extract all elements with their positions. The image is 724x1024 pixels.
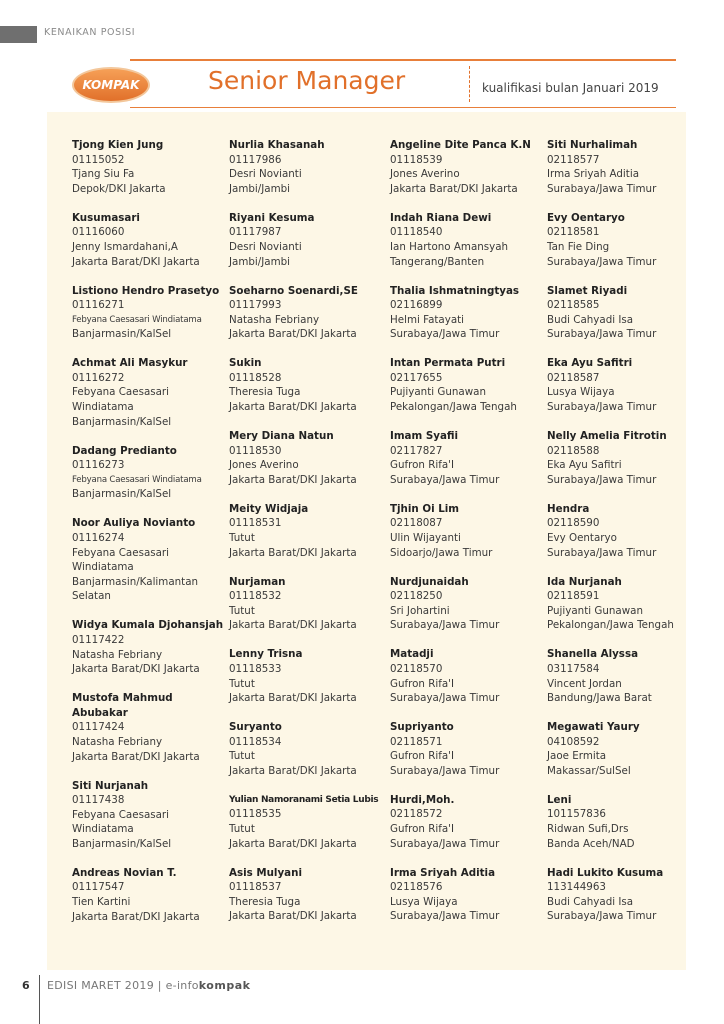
member-id: 01118532 bbox=[229, 590, 282, 603]
member-name: Hadi Lukito Kusuma bbox=[547, 866, 664, 879]
member-name: Nurdjunaidah bbox=[390, 575, 469, 588]
member-sponsor: Natasha Febriany bbox=[72, 735, 163, 748]
member-entry bbox=[229, 502, 387, 560]
member-location: Jakarta Barat/DKI Jakarta bbox=[229, 692, 357, 705]
member-entry bbox=[72, 138, 224, 196]
member-entry bbox=[72, 211, 224, 269]
member-location: Jakarta Barat/DKI Jakarta bbox=[229, 619, 357, 632]
member-location: Pekalongan/Jawa Tengah bbox=[547, 619, 674, 632]
member-name: Evy Oentaryo bbox=[547, 211, 625, 224]
member-id: 02118587 bbox=[547, 371, 600, 384]
edition-label: EDISI MARET 2019 | bbox=[47, 979, 162, 992]
member-sponsor: Lusya Wijaya bbox=[390, 895, 458, 908]
member-entry bbox=[547, 720, 707, 778]
member-sponsor: Theresia Tuga bbox=[229, 895, 301, 908]
member-sponsor: Sri Johartini bbox=[390, 604, 450, 617]
member-sponsor: Theresia Tuga bbox=[229, 386, 301, 399]
page-title: Senior Manager bbox=[208, 66, 406, 95]
member-entry bbox=[229, 211, 387, 269]
member-name: Yulian Namoranami Setia Lubis bbox=[229, 794, 379, 805]
member-location: Banjarmasin/KalSel bbox=[72, 837, 172, 850]
member-entry bbox=[72, 779, 224, 852]
member-location: Jakarta Barat/DKI Jakarta bbox=[229, 910, 357, 923]
member-sponsor: Budi Cahyadi Isa bbox=[547, 895, 634, 908]
member-name: Thalia Ishmatningtyas bbox=[390, 284, 520, 297]
member-sponsor: Gufron Rifa'I bbox=[390, 677, 455, 690]
qualification-subtitle: kualifikasi bulan Januari 2019 bbox=[482, 81, 659, 95]
member-id: 01116274 bbox=[72, 532, 125, 545]
member-location: Jakarta Barat/DKI Jakarta bbox=[390, 182, 518, 195]
member-sponsor: Tjang Siu Fa bbox=[72, 168, 135, 181]
member-sponsor: Natasha Febriany bbox=[72, 648, 163, 661]
member-name: Meity Widjaja bbox=[229, 502, 309, 515]
member-id: 01118528 bbox=[229, 371, 282, 384]
member-id: 02116899 bbox=[390, 299, 443, 312]
member-location: Sidoarjo/Jawa Timur bbox=[390, 546, 493, 559]
member-name: Hendra bbox=[547, 502, 590, 515]
member-name: Noor Auliya Novianto bbox=[72, 517, 196, 530]
member-id: 02118588 bbox=[547, 444, 600, 457]
member-location: Surabaya/Jawa Timur bbox=[390, 692, 500, 705]
member-location: Jakarta Barat/DKI Jakarta bbox=[229, 764, 357, 777]
section-marker bbox=[0, 26, 37, 43]
member-location: Jakarta Barat/DKI Jakarta bbox=[229, 473, 357, 486]
member-name: Mustofa Mahmud Abubakar bbox=[72, 692, 173, 719]
member-entry bbox=[390, 211, 542, 269]
member-id: 01116271 bbox=[72, 299, 125, 312]
member-location: Jakarta Barat/DKI Jakarta bbox=[229, 837, 357, 850]
member-sponsor: Tutut bbox=[229, 532, 255, 545]
section-label: KENAIKAN POSISI bbox=[44, 27, 136, 38]
member-entry bbox=[72, 284, 224, 342]
member-entry bbox=[229, 284, 387, 342]
member-entry bbox=[547, 429, 707, 487]
member-entry bbox=[229, 575, 387, 633]
member-entry bbox=[390, 647, 542, 705]
member-entry bbox=[390, 284, 542, 342]
member-entry bbox=[547, 356, 707, 414]
member-sponsor: Febyana Caesasari Windiatama bbox=[72, 474, 202, 485]
member-location: Jakarta Barat/DKI Jakarta bbox=[72, 910, 200, 923]
member-name: Lenny Trisna bbox=[229, 648, 303, 661]
member-id: 04108592 bbox=[547, 735, 600, 748]
member-id: 101157836 bbox=[547, 808, 606, 821]
member-sponsor: Febyana Caesasari bbox=[72, 546, 170, 559]
member-id: 01118537 bbox=[229, 881, 282, 894]
member-entry bbox=[229, 138, 387, 196]
member-location: Depok/DKI Jakarta bbox=[72, 182, 166, 195]
member-id: 02118590 bbox=[547, 517, 600, 530]
member-sponsor: Jones Averino bbox=[390, 168, 460, 181]
member-sponsor: Febyana Caesasari bbox=[72, 386, 170, 399]
member-entry bbox=[390, 866, 542, 924]
member-name: Tjhin Oi Lim bbox=[390, 502, 460, 515]
brand-name: kompak bbox=[198, 979, 251, 992]
member-id: 01118540 bbox=[390, 226, 443, 239]
member-entry bbox=[547, 647, 707, 705]
member-entry bbox=[72, 356, 224, 429]
member-sponsor: Tutut bbox=[229, 823, 255, 836]
column-2 bbox=[229, 138, 387, 938]
member-id: 01117438 bbox=[72, 794, 125, 807]
member-sponsor: Gufron Rifa'I bbox=[390, 750, 455, 763]
member-location: Banda Aceh/NAD bbox=[547, 837, 635, 850]
member-id: 01118531 bbox=[229, 517, 282, 530]
member-name: Hurdi,Moh. bbox=[390, 793, 455, 806]
member-name: Mery Diana Natun bbox=[229, 430, 334, 443]
member-entry bbox=[390, 720, 542, 778]
member-name: Soeharno Soenardi,SE bbox=[229, 284, 358, 297]
member-entry bbox=[547, 793, 707, 851]
member-sponsor: Desri Novianti bbox=[229, 168, 302, 181]
member-name: Listiono Hendro Prasetyo bbox=[72, 284, 220, 297]
member-id: 113144963 bbox=[547, 881, 606, 894]
member-name: Leni bbox=[547, 793, 572, 806]
brand-prefix: e-info bbox=[165, 979, 199, 992]
member-location: Jakarta Barat/DKI Jakarta bbox=[229, 328, 357, 341]
member-location: Surabaya/Jawa Timur bbox=[390, 910, 500, 923]
member-sponsor: Ulin Wijayanti bbox=[390, 532, 461, 545]
member-location: Surabaya/Jawa Timur bbox=[547, 546, 657, 559]
member-sponsor: Desri Novianti bbox=[229, 240, 302, 253]
column-1 bbox=[72, 138, 224, 939]
member-location: Surabaya/Jawa Timur bbox=[390, 328, 500, 341]
member-sponsor: Irma Sriyah Aditia bbox=[547, 168, 640, 181]
member-id: 02118591 bbox=[547, 590, 600, 603]
member-sponsor: Febyana Caesasari bbox=[72, 808, 170, 821]
member-name: Andreas Novian T. bbox=[72, 866, 177, 879]
member-location: Surabaya/Jawa Timur bbox=[547, 328, 657, 341]
member-id: 02118576 bbox=[390, 881, 443, 894]
member-id: 01118535 bbox=[229, 808, 282, 821]
member-id: 01118534 bbox=[229, 735, 282, 748]
member-id: 03117584 bbox=[547, 662, 600, 675]
member-name: Siti Nurhalimah bbox=[547, 139, 638, 151]
member-location: Surabaya/Jawa Timur bbox=[390, 619, 500, 632]
member-id: 02118581 bbox=[547, 226, 600, 239]
member-entry bbox=[547, 866, 707, 924]
member-sponsor: Budi Cahyadi Isa bbox=[547, 313, 634, 326]
member-sponsor: Pujiyanti Gunawan bbox=[547, 604, 643, 617]
header-top-rule bbox=[130, 59, 676, 61]
member-location: Jakarta Barat/DKI Jakarta bbox=[229, 401, 357, 414]
member-id: 01117993 bbox=[229, 299, 282, 312]
member-location: Selatan bbox=[72, 590, 111, 603]
member-id: 01118533 bbox=[229, 662, 282, 675]
member-location: Jakarta Barat/DKI Jakarta bbox=[72, 750, 200, 763]
member-id: 02118250 bbox=[390, 590, 443, 603]
member-name: Irma Sriyah Aditia bbox=[390, 866, 496, 879]
member-entry bbox=[547, 138, 707, 196]
member-location: Banjarmasin/KalSel bbox=[72, 415, 172, 428]
member-id: 01117987 bbox=[229, 226, 282, 239]
member-id: 02117655 bbox=[390, 371, 443, 384]
footer-edition bbox=[47, 979, 250, 992]
member-location: Banjarmasin/KalSel bbox=[72, 488, 172, 501]
member-id: 01118539 bbox=[390, 153, 443, 166]
member-id: 02118087 bbox=[390, 517, 443, 530]
member-entry bbox=[390, 575, 542, 633]
member-sponsor: Ian Hartono Amansyah bbox=[390, 240, 509, 253]
member-entry bbox=[547, 575, 707, 633]
column-4 bbox=[547, 138, 707, 938]
header-divider bbox=[469, 66, 470, 102]
member-location: Surabaya/Jawa Timur bbox=[547, 473, 657, 486]
member-entry bbox=[229, 356, 387, 414]
member-name: Eka Ayu Safitri bbox=[547, 357, 633, 370]
header-bottom-rule bbox=[130, 107, 676, 108]
member-name: Matadji bbox=[390, 648, 434, 661]
member-id: 01117547 bbox=[72, 881, 125, 894]
member-sponsor: Tutut bbox=[229, 604, 255, 617]
member-name: Widya Kumala Djohansjah bbox=[72, 619, 224, 632]
member-location: Surabaya/Jawa Timur bbox=[390, 764, 500, 777]
member-sponsor: Windiatama bbox=[72, 561, 134, 574]
member-sponsor: Jaoe Ermita bbox=[547, 750, 607, 763]
column-3 bbox=[390, 138, 542, 938]
member-location: Jakarta Barat/DKI Jakarta bbox=[72, 663, 200, 676]
member-id: 01117422 bbox=[72, 633, 125, 646]
kompak-logo bbox=[72, 67, 150, 103]
member-location: Surabaya/Jawa Timur bbox=[547, 255, 657, 268]
member-sponsor: Evy Oentaryo bbox=[547, 532, 617, 545]
member-id: 01116273 bbox=[72, 459, 125, 472]
member-sponsor: Tutut bbox=[229, 750, 255, 763]
member-sponsor: Eka Ayu Safitri bbox=[547, 459, 622, 472]
member-sponsor: Jones Averino bbox=[229, 459, 299, 472]
member-entry bbox=[547, 502, 707, 560]
member-name: Shanella Alyssa bbox=[547, 648, 639, 661]
member-entry bbox=[72, 516, 224, 604]
member-id: 01116272 bbox=[72, 371, 125, 384]
member-entry bbox=[229, 866, 387, 924]
member-location: Bandung/Jawa Barat bbox=[547, 692, 652, 705]
logo-text: KOMPAK bbox=[82, 78, 140, 92]
member-entry bbox=[547, 211, 707, 269]
member-id: 02118572 bbox=[390, 808, 443, 821]
member-location: Jambi/Jambi bbox=[229, 182, 291, 195]
member-entry bbox=[229, 429, 387, 487]
member-location: Surabaya/Jawa Timur bbox=[547, 910, 657, 923]
member-name: Suryanto bbox=[229, 721, 282, 734]
member-name: Imam Syafii bbox=[390, 430, 459, 443]
member-entry bbox=[390, 138, 542, 196]
member-sponsor: Windiatama bbox=[72, 823, 134, 836]
member-location: Tangerang/Banten bbox=[390, 255, 485, 268]
member-location: Jakarta Barat/DKI Jakarta bbox=[72, 255, 200, 268]
member-sponsor: Ridwan Sufi,Drs bbox=[547, 823, 629, 836]
member-name: Angeline Dite Panca K.N bbox=[390, 139, 531, 151]
footer-rule bbox=[39, 975, 40, 1024]
member-entry bbox=[229, 647, 387, 705]
member-sponsor: Jenny Ismardahani,A bbox=[72, 240, 178, 253]
member-sponsor: Pujiyanti Gunawan bbox=[390, 386, 486, 399]
member-sponsor: Vincent Jordan bbox=[547, 677, 622, 690]
member-name: Achmat Ali Masykur bbox=[72, 357, 188, 370]
member-entry bbox=[72, 866, 224, 924]
member-entry bbox=[229, 793, 387, 851]
member-id: 01116060 bbox=[72, 226, 125, 239]
member-sponsor: Windiatama bbox=[72, 401, 134, 414]
member-sponsor: Natasha Febriany bbox=[229, 313, 320, 326]
member-name: Kusumasari bbox=[72, 211, 140, 224]
member-entry bbox=[72, 618, 224, 676]
member-name: Nelly Amelia Fitrotin bbox=[547, 430, 667, 443]
member-location: Pekalongan/Jawa Tengah bbox=[390, 401, 517, 414]
member-location: Makassar/SulSel bbox=[547, 764, 631, 777]
member-location: Surabaya/Jawa Timur bbox=[547, 401, 657, 414]
member-id: 02118585 bbox=[547, 299, 600, 312]
member-name: Ida Nurjanah bbox=[547, 575, 622, 588]
member-entry bbox=[72, 691, 224, 764]
member-name: Supriyanto bbox=[390, 721, 454, 734]
member-name: Dadang Predianto bbox=[72, 444, 177, 457]
member-id: 01117424 bbox=[72, 721, 125, 734]
member-sponsor: Gufron Rifa'I bbox=[390, 823, 455, 836]
member-sponsor: Tien Kartini bbox=[72, 896, 131, 909]
member-location: Banjarmasin/KalSel bbox=[72, 328, 172, 341]
member-name: Siti Nurjanah bbox=[72, 779, 149, 792]
member-id: 02118577 bbox=[547, 153, 600, 166]
member-entry bbox=[547, 284, 707, 342]
member-name: Slamet Riyadi bbox=[547, 284, 628, 297]
page-number: 6 bbox=[22, 979, 30, 992]
member-name: Tjong Kien Jung bbox=[72, 139, 164, 151]
member-id: 02118571 bbox=[390, 735, 443, 748]
member-location: Surabaya/Jawa Timur bbox=[547, 182, 657, 195]
member-id: 02117827 bbox=[390, 444, 443, 457]
member-name: Megawati Yaury bbox=[547, 721, 640, 734]
member-name: Intan Permata Putri bbox=[390, 357, 506, 370]
member-sponsor: Lusya Wijaya bbox=[547, 386, 615, 399]
member-sponsor: Tan Fie Ding bbox=[547, 240, 610, 253]
member-name: Riyani Kesuma bbox=[229, 211, 315, 224]
member-id: 01117986 bbox=[229, 153, 282, 166]
member-name: Nurlia Khasanah bbox=[229, 139, 325, 151]
member-entry bbox=[72, 444, 224, 502]
member-location: Surabaya/Jawa Timur bbox=[390, 473, 500, 486]
member-name: Nurjaman bbox=[229, 575, 286, 588]
member-location: Jambi/Jambi bbox=[229, 255, 291, 268]
member-entry bbox=[390, 429, 542, 487]
member-name: Asis Mulyani bbox=[229, 866, 302, 879]
member-id: 01118530 bbox=[229, 444, 282, 457]
member-location: Surabaya/Jawa Timur bbox=[390, 837, 500, 850]
member-sponsor: Tutut bbox=[229, 677, 255, 690]
member-sponsor: Gufron Rifa'I bbox=[390, 459, 455, 472]
member-sponsor: Febyana Caesasari Windiatama bbox=[72, 314, 202, 325]
member-entry bbox=[229, 720, 387, 778]
member-sponsor: Helmi Fatayati bbox=[390, 313, 465, 326]
member-entry bbox=[390, 356, 542, 414]
member-entry bbox=[390, 793, 542, 851]
member-name: Sukin bbox=[229, 357, 262, 370]
member-name: Indah Riana Dewi bbox=[390, 211, 492, 224]
member-id: 01115052 bbox=[72, 153, 125, 166]
member-sponsor: Banjarmasin/Kalimantan bbox=[72, 575, 199, 588]
member-location: Jakarta Barat/DKI Jakarta bbox=[229, 546, 357, 559]
member-entry bbox=[390, 502, 542, 560]
member-id: 02118570 bbox=[390, 662, 443, 675]
